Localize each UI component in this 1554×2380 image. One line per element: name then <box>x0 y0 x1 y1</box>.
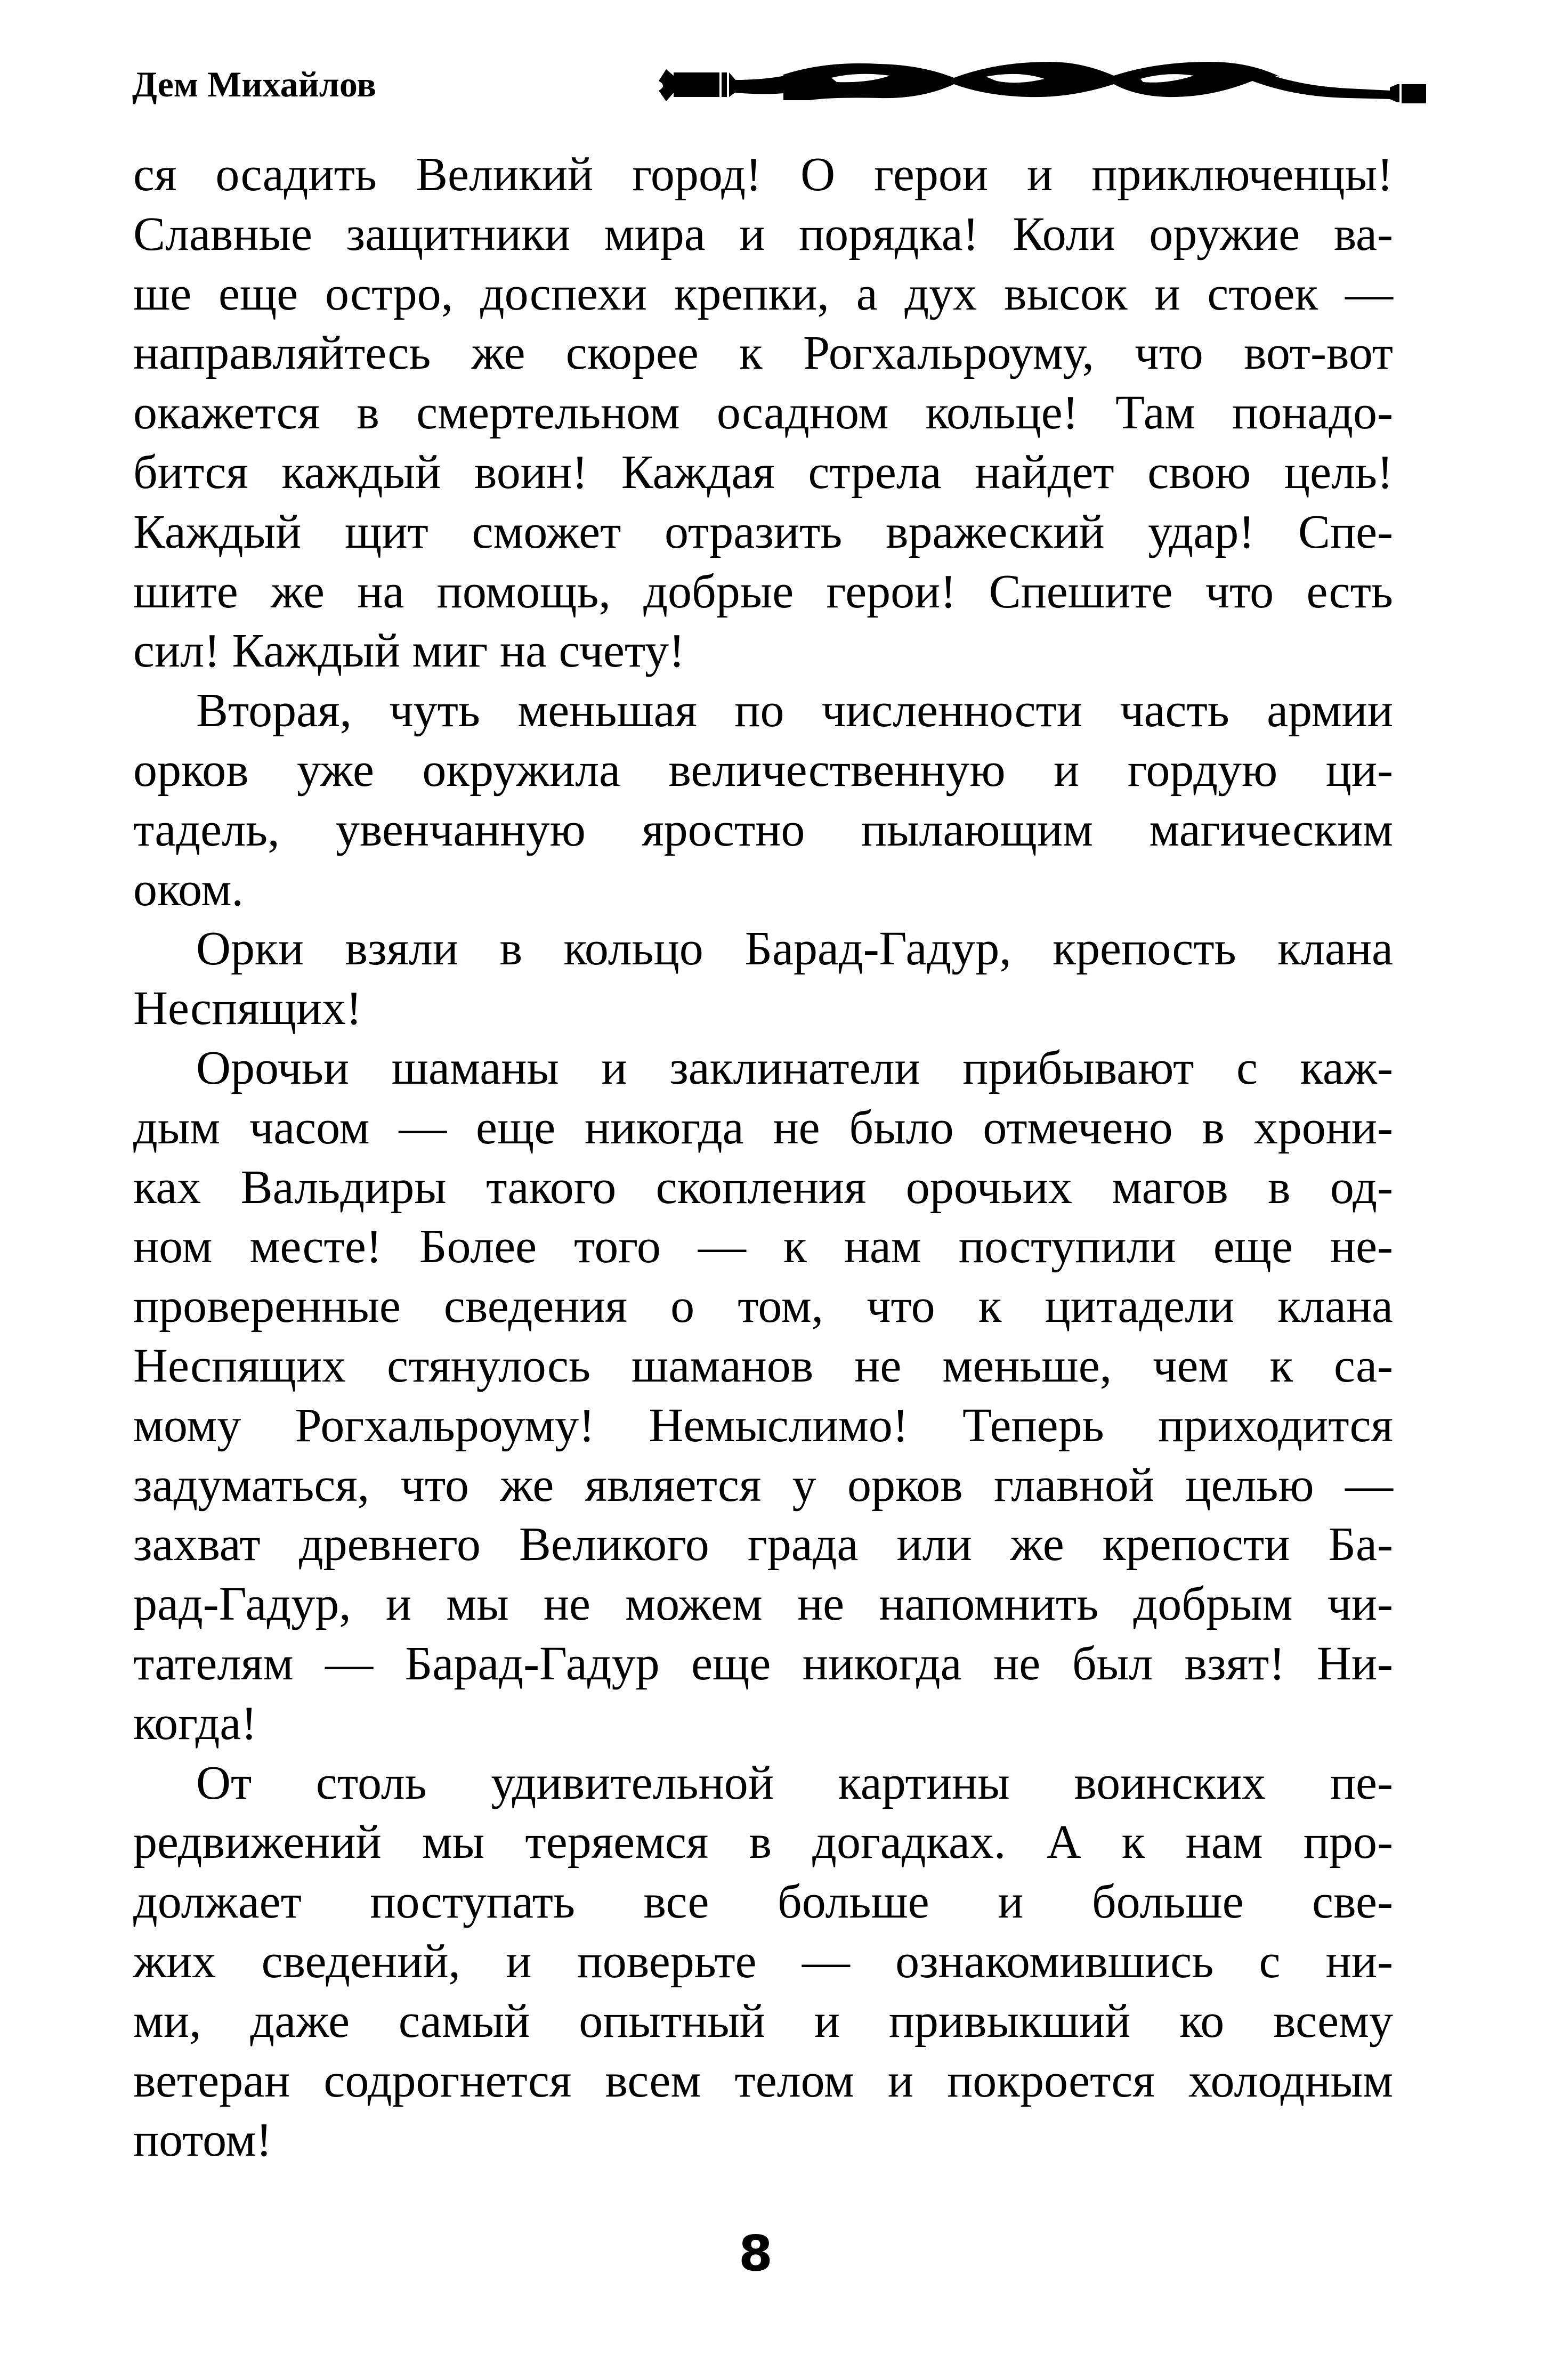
text-line: ми, даже самый опытный и привыкший ко всему <box>133 1994 1393 2048</box>
text-line: Вторая, чуть меньшая по численности часть армии <box>196 684 1394 737</box>
text-line: сил! Каждый миг на счету! <box>133 624 685 678</box>
text-line: Орки взяли в кольцо Барад-Гадур, крепость клана <box>196 922 1393 976</box>
text-line: дым часом — еще никогда не было отмечено в хрони- <box>133 1101 1393 1154</box>
text-line: рад-Гадур, и мы не можем не напомнить добрым чи- <box>133 1578 1394 1631</box>
paragraph <box>133 919 1393 1038</box>
running-header-author: Дем Михайлов <box>132 64 376 104</box>
text-line: ше еще остро, доспехи крепки, а дух высок и стоек — <box>133 267 1393 320</box>
paragraph <box>133 1753 1393 2171</box>
text-line: редвижений мы теряемся в догадках. А к нам про- <box>133 1816 1394 1869</box>
text-line: ветеран содрогнется всем телом и покроется холодным <box>133 2054 1394 2107</box>
text-line: Неспящих стянулось шаманов не меньше, чем к са- <box>133 1339 1394 1392</box>
text-line: Орочьи шаманы и заклинатели прибывают с каж- <box>196 1041 1394 1094</box>
paragraph <box>133 681 1393 919</box>
text-line: ках Вальдиры такого скопления орочьих магов в од- <box>133 1160 1394 1214</box>
body-text <box>133 145 1393 2170</box>
text-line: бится каждый воин! Каждая стрела найдет свою цель! <box>133 445 1393 499</box>
text-line: жих сведений, и поверьте — ознакомившись с ни- <box>133 1935 1393 1988</box>
text-line: ся осадить Великий город! О герои и приключенцы! <box>133 148 1394 201</box>
text-line: задуматься, что же является у орков главной целью — <box>133 1458 1393 1512</box>
text-line: орков уже окружила величественную и гордую ци- <box>133 743 1394 797</box>
text-line: тателям — Барад-Гадур еще никогда не был взят! Ни- <box>133 1637 1394 1690</box>
text-line: шите же на помощь, добрые герои! Спешите что есть <box>133 565 1393 618</box>
text-line: От столь удивительной картины воинских пе- <box>196 1756 1393 1809</box>
text-line: оком. <box>133 863 244 916</box>
text-line: потом! <box>133 2114 272 2167</box>
page-number: 8 <box>738 2225 773 2282</box>
text-line: проверенные сведения о том, что к цитадели клана <box>133 1280 1393 1333</box>
text-line: Неспящих! <box>133 982 362 1035</box>
text-line: окажется в смертельном осадном кольце! Там понадо- <box>133 386 1394 440</box>
text-line: когда! <box>133 1696 257 1750</box>
text-line: должает поступать все больше и больше све- <box>133 1875 1393 1929</box>
text-line: ном месте! Более того — к нам поступили еще не- <box>133 1220 1393 1273</box>
text-line: мому Рогхальроуму! Немыслимо! Теперь приходится <box>133 1399 1394 1452</box>
text-line: тадель, увенчанную яростно пылающим магическим <box>133 803 1393 856</box>
paragraph <box>133 1038 1393 1753</box>
text-line: Славные защитники мира и порядка! Коли оружие ва- <box>133 207 1393 261</box>
paragraph <box>133 145 1393 681</box>
twisted-rope-ornament-icon <box>655 60 1428 109</box>
text-line: Каждый щит сможет отразить вражеский удар! Спе- <box>133 505 1394 558</box>
text-line: направляйтесь же скорее к Рогхальроуму, что вот-вот <box>133 327 1393 380</box>
text-line: захват древнего Великого града или же крепости Ба- <box>133 1518 1393 1571</box>
